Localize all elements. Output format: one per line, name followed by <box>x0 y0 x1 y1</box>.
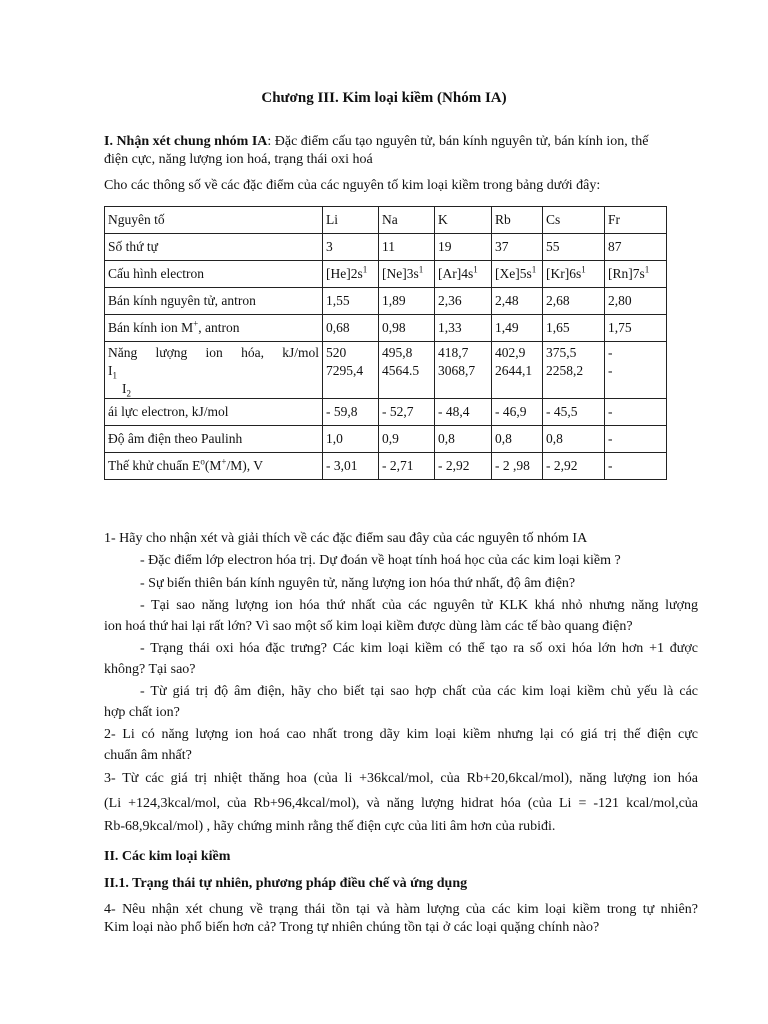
table-cell <box>323 342 379 399</box>
table-cell: 0,8 <box>543 426 605 453</box>
table-header-cell: Cs <box>543 207 605 234</box>
question-4-line2: Kim loại nào phổ biến hơn cả? Trong tự nhiên chúng tồn tại ở các loại quặng chính nào? <box>104 920 600 935</box>
question-1d-line1: - Trạng thái oxi hóa đặc trưng? Các kim loại kiềm có thể tạo ra số oxi hóa lớn hơn +1 được <box>140 641 698 656</box>
alkali-metals-table <box>104 206 667 480</box>
table-cell: - 48,4 <box>435 399 492 426</box>
question-2-line2: chuẩn âm nhất? <box>104 748 192 763</box>
table-row <box>105 288 667 315</box>
i-sub: 2 <box>126 388 131 399</box>
table-cell: - <box>605 426 667 453</box>
i2-value: - <box>608 363 613 378</box>
label-text: , antron <box>198 320 240 335</box>
label-text: /M), V <box>226 458 264 473</box>
table-cell: 2,80 <box>605 288 667 315</box>
label-word: hóa, <box>241 345 264 360</box>
config-sup: 1 <box>473 264 478 275</box>
table-row <box>105 399 667 426</box>
table-cell <box>323 261 379 288</box>
section1-line1 <box>104 134 648 150</box>
config-text: [Ar]4s <box>438 266 474 281</box>
row-label: Bán kính nguyên tử, antron <box>105 288 323 315</box>
question-3-line1: 3- Từ các giá trị nhiệt thăng hoa (của li +36kcal/mol, của Rb+20,6kcal/mol), năng lượng ion hóa <box>104 771 698 786</box>
table-cell: - 59,8 <box>323 399 379 426</box>
label-word: ion <box>205 345 223 360</box>
table-cell <box>492 261 543 288</box>
i2-value: 2258,2 <box>546 363 584 378</box>
table-cell: 1,49 <box>492 315 543 342</box>
question-1e-line2: hợp chất ion? <box>104 705 180 720</box>
label-sup: + <box>193 318 199 329</box>
question-1a: - Đặc điểm lớp electron hóa trị. Dự đoán về hoạt tính hoá học của các kim loại kiềm ? <box>140 553 621 568</box>
question-4-line1: 4- Nêu nhận xét chung về trạng thái tồn tại và hàm lượng của các kim loại kiềm trong tự nhiên? <box>104 902 698 917</box>
i2-value: 3068,7 <box>438 363 476 378</box>
table-cell: - 2,92 <box>435 453 492 480</box>
table-cell: 2,68 <box>543 288 605 315</box>
config-sup: 1 <box>418 264 424 275</box>
ionization-label <box>108 344 319 362</box>
table-cell: 1,55 <box>323 288 379 315</box>
i2-value: 2644,1 <box>495 363 533 378</box>
section1-heading: I. Nhận xét chung nhóm IA <box>104 134 268 149</box>
config-sup: 1 <box>531 264 537 275</box>
table-cell: 0,98 <box>379 315 435 342</box>
table-row <box>105 426 667 453</box>
table-cell: 1,33 <box>435 315 492 342</box>
table-cell <box>492 342 543 399</box>
page-title: Chương III. Kim loại kiềm (Nhóm IA) <box>261 90 507 106</box>
label-sup: o <box>200 456 205 467</box>
i1-label <box>108 362 319 380</box>
section2-heading: II. Các kim loại kiềm <box>104 849 231 864</box>
config-text: [Ne]3s <box>382 266 419 281</box>
section1-text: : Đặc điểm cấu tạo nguyên tử, bán kính nguyên tử, bán kính ion, thế <box>267 134 649 149</box>
table-row <box>105 315 667 342</box>
label-word: lượng <box>155 345 188 360</box>
table-header-cell: Nguyên tố <box>105 207 323 234</box>
i1-value: - <box>608 345 613 360</box>
table-cell: 0,8 <box>435 426 492 453</box>
table-header-cell: Rb <box>492 207 543 234</box>
table-cell: 1,75 <box>605 315 667 342</box>
question-3-line2: (Li +124,3kcal/mol, của Rb+96,4kcal/mol), và năng lượng hidrat hóa (của Li = -121 kcal/mol,của <box>104 796 698 811</box>
table-cell <box>379 261 435 288</box>
table-cell <box>435 261 492 288</box>
table-row <box>105 453 667 480</box>
table-cell: - <box>605 453 667 480</box>
question-1c-line1: - Tại sao năng lượng ion hóa thứ nhất của các nguyên tử KLK khá nhỏ nhưng năng lượng <box>140 598 698 613</box>
table-row <box>105 342 667 399</box>
config-sup: 1 <box>362 264 368 275</box>
table-cell: - 45,5 <box>543 399 605 426</box>
table-row <box>105 261 667 288</box>
config-text: [Kr]6s <box>546 266 582 281</box>
table-cell: 2,36 <box>435 288 492 315</box>
table-header-cell: Fr <box>605 207 667 234</box>
table-header-cell: K <box>435 207 492 234</box>
table-cell: 37 <box>492 234 543 261</box>
i2-value: 4564.5 <box>382 363 420 378</box>
question-1e-line1: - Từ giá trị độ âm điện, hãy cho biết tại sao hợp chất của các kim loại kiềm chủ yếu là các <box>140 684 698 699</box>
table-header-cell: Li <box>323 207 379 234</box>
row-label <box>105 315 323 342</box>
i2-value: 7295,4 <box>326 363 364 378</box>
table-cell: 3 <box>323 234 379 261</box>
question-3-line3: Rb-68,9kcal/mol) , hãy chứng minh rằng thế điện cực của liti âm hơn của rubiđi. <box>104 819 556 834</box>
i-main: I <box>122 381 127 396</box>
row-label: Số thứ tự <box>105 234 323 261</box>
table-cell: 87 <box>605 234 667 261</box>
config-text: [Rn]7s <box>608 266 645 281</box>
table-cell: 0,9 <box>379 426 435 453</box>
question-1b: - Sự biến thiên bán kính nguyên tử, năng lượng ion hóa thứ nhất, độ âm điện? <box>140 576 576 591</box>
question-1: 1- Hãy cho nhận xét và giải thích về các đặc điểm sau đây của các nguyên tố nhóm IA <box>104 531 588 546</box>
table-header-row <box>105 207 667 234</box>
config-text: [He]2s <box>326 266 363 281</box>
i1-value: 418,7 <box>438 345 469 360</box>
i1-value: 375,5 <box>546 345 577 360</box>
section2-subheading: II.1. Trạng thái tự nhiên, phương pháp điều chế và ứng dụng <box>104 876 468 891</box>
config-text: [Xe]5s <box>495 266 532 281</box>
i-sub: 1 <box>112 370 117 381</box>
question-1d-line2: không? Tại sao? <box>104 662 196 677</box>
table-cell <box>543 342 605 399</box>
row-label: Độ âm điện theo Paulinh <box>105 426 323 453</box>
table-header-cell: Na <box>379 207 435 234</box>
table-cell: - 2,92 <box>543 453 605 480</box>
label-sup: + <box>221 456 227 467</box>
table-cell <box>543 261 605 288</box>
table-cell <box>379 342 435 399</box>
question-1c-line2: ion hoá thứ hai lại rất lớn? Vì sao một số kim loại kiềm được dùng làm các tế bào quang điện? <box>104 619 633 634</box>
table-cell: - 2 ,98 <box>492 453 543 480</box>
config-sup: 1 <box>644 264 650 275</box>
table-cell <box>605 342 667 399</box>
i1-value: 495,8 <box>382 345 413 360</box>
table-cell: 1,89 <box>379 288 435 315</box>
label-text: Thế khử chuẩn E <box>108 458 201 473</box>
i1-value: 520 <box>326 345 347 360</box>
table-cell: 1,65 <box>543 315 605 342</box>
i1-value: 402,9 <box>495 345 526 360</box>
table-cell: - 52,7 <box>379 399 435 426</box>
config-sup: 1 <box>581 264 586 275</box>
label-text: (M <box>204 458 222 473</box>
section1-intro: Cho các thông số về các đặc điểm của các nguyên tố kim loại kiềm trong bảng dưới đây: <box>104 178 601 193</box>
label-word: Năng <box>108 345 138 360</box>
row-label: Cấu hình electron <box>105 261 323 288</box>
table-cell: 2,48 <box>492 288 543 315</box>
label-word: kJ/mol <box>282 345 319 360</box>
question-2-line1: 2- Li có năng lượng ion hoá cao nhất trong dãy kim loại kiềm nhưng lại có giá trị thế điện cực <box>104 727 698 742</box>
row-label <box>105 453 323 480</box>
table-cell: - <box>605 399 667 426</box>
table-cell: - 3,01 <box>323 453 379 480</box>
row-label: ái lực electron, kJ/mol <box>105 399 323 426</box>
label-text: Bán kính ion M <box>108 320 194 335</box>
row-label <box>105 342 323 399</box>
i2-label <box>108 380 319 398</box>
table-cell: - 46,9 <box>492 399 543 426</box>
table-row <box>105 234 667 261</box>
table-cell <box>605 261 667 288</box>
table-cell: 1,0 <box>323 426 379 453</box>
table-cell: 11 <box>379 234 435 261</box>
table-cell: 0,68 <box>323 315 379 342</box>
table-cell: 0,8 <box>492 426 543 453</box>
table-cell <box>435 342 492 399</box>
i-main: I <box>108 363 113 378</box>
section1-text-cont: điện cực, năng lượng ion hoá, trạng thái oxi hoá <box>104 152 373 167</box>
table-cell: - 2,71 <box>379 453 435 480</box>
table-cell: 19 <box>435 234 492 261</box>
table-cell: 55 <box>543 234 605 261</box>
